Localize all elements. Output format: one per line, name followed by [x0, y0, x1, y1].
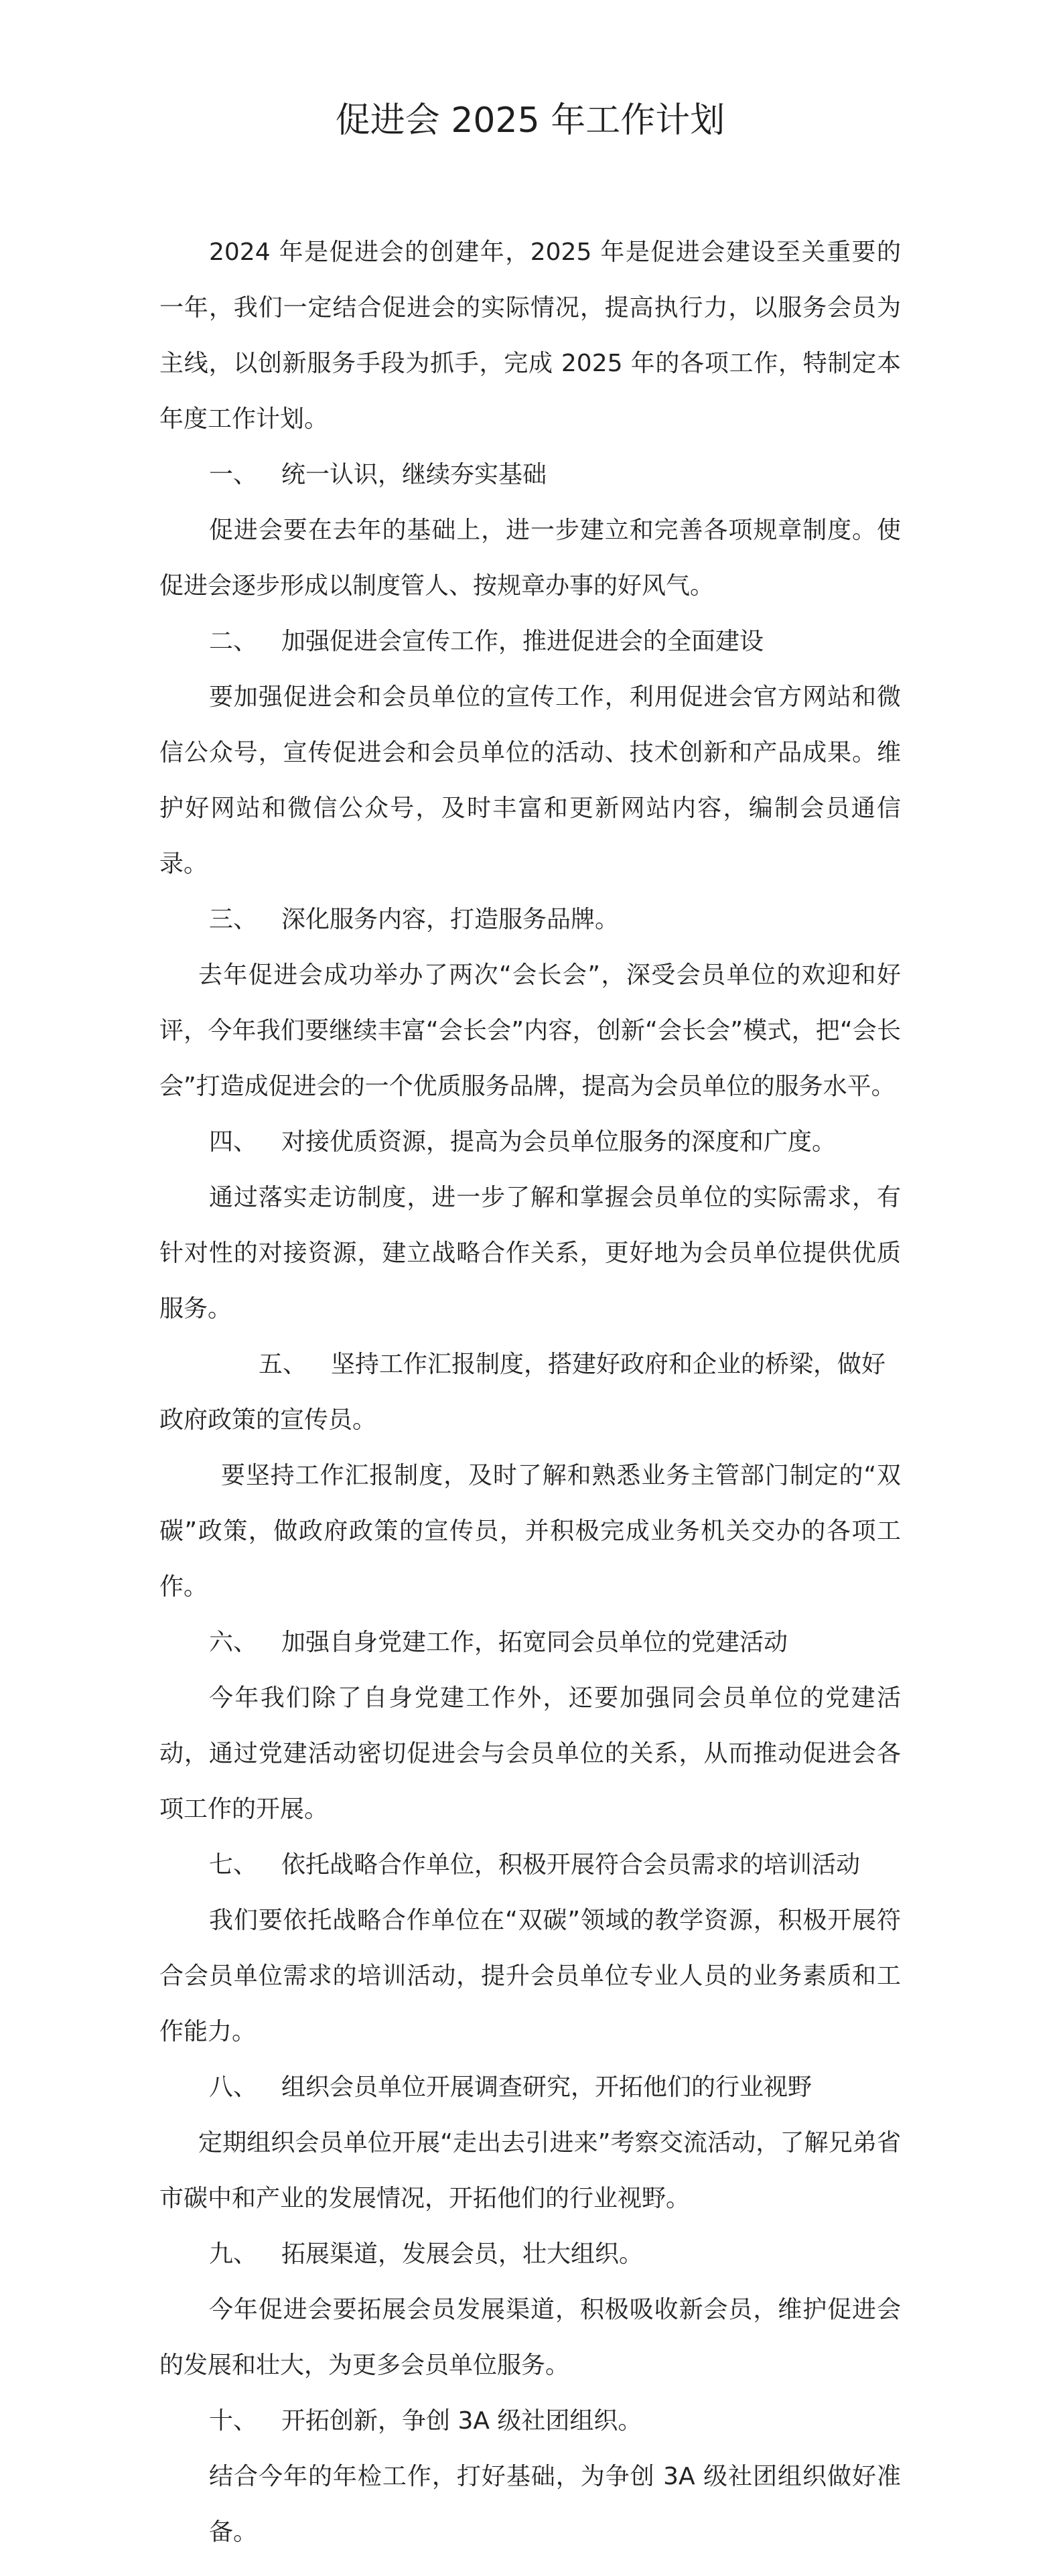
section-body: 通过落实走访制度，进一步了解和掌握会员单位的实际需求，有针对性的对接资源，建立战略合作关系，更好地为会员单位提供优质服务。: [159, 1184, 901, 1323]
section-7: [159, 1837, 901, 2059]
section-10: [159, 2393, 901, 2560]
intro-paragraph: 2024 年是促进会的创建年，2025 年是促进会建设至关重要的一年，我们一定结合促进会的实际情况，提高执行力，以服务会员为主线，以创新服务手段为抓手，完成 2025 年的各项工作，特制定本年度工作计划。: [159, 239, 901, 433]
section-body: 结合今年的年检工作，打好基础，为争创 3A 级社团组织做好准备。: [209, 2463, 901, 2546]
section-body: 要加强促进会和会员单位的宣传工作，利用促进会官方网站和微信公众号，宣传促进会和会员单位的活动、技术创新和产品成果。维护好网站和微信公众号，及时丰富和更新网站内容，编制会员通信录。: [159, 683, 901, 878]
section-title: 拓展渠道，发展会员，壮大组织。: [281, 2240, 644, 2268]
section-title: 加强促进会宣传工作，推进促进会的全面建设: [281, 628, 764, 655]
section-number: 六、: [209, 1629, 258, 1656]
section-8: [159, 2059, 901, 2226]
section-heading: [159, 614, 901, 669]
section-number: 二、: [209, 628, 258, 655]
section-body: 今年促进会要拓展会员发展渠道，积极吸收新会员，维护促进会的发展和壮大，为更多会员单位服务。: [159, 2296, 901, 2379]
section-body: 我们要依托战略合作单位在“双碳”领域的教学资源，积极开展符合会员单位需求的培训活动，提升会员单位专业人员的业务素质和工作能力。: [159, 1907, 901, 2045]
section-title: 组织会员单位开展调查研究，开拓他们的行业视野: [281, 2074, 812, 2101]
section-4: [159, 1114, 901, 1337]
section-9: [159, 2226, 901, 2393]
section-heading: [159, 1337, 901, 1448]
section-heading: [159, 1837, 901, 1893]
section-2: [159, 614, 901, 892]
section-body: 定期组织会员单位开展“走出去引进来”考察交流活动，了解兄弟省市碳中和产业的发展情况，开拓他们的行业视野。: [159, 2129, 901, 2212]
section-number: 七、: [209, 1851, 258, 1879]
section-number: 四、: [209, 1128, 258, 1156]
section-title: 开拓创新，争创 3A 级社团组织。: [281, 2407, 642, 2435]
section-body: 促进会要在去年的基础上，进一步建立和完善各项规章制度。使促进会逐步形成以制度管人、按规章办事的好风气。: [159, 517, 901, 600]
section-heading: [159, 1114, 901, 1170]
section-title: 依托战略合作单位，积极开展符合会员需求的培训活动: [281, 1851, 861, 1879]
page-title: 促进会 2025 年工作计划: [335, 100, 725, 141]
section-number: 五、: [259, 1351, 307, 1378]
section-title: 坚持工作汇报制度，搭建好政府和企业的桥梁，做好政府政策的宣传员。: [159, 1351, 886, 1434]
section-number: 三、: [209, 906, 258, 933]
section-3: [159, 892, 901, 1114]
section-number: 八、: [209, 2074, 258, 2101]
section-5: [159, 1337, 901, 1615]
section-heading: [159, 447, 901, 502]
section-number: 十、: [209, 2407, 258, 2435]
section-number: 九、: [209, 2240, 258, 2268]
section-heading: [159, 2059, 901, 2115]
section-body: 去年促进会成功举办了两次“会长会”，深受会员单位的欢迎和好评，今年我们要继续丰富“会长会”内容，创新“会长会”模式，把“会长会”打造成促进会的一个优质服务品牌，提高为会员单位的服务水平。: [159, 961, 901, 1100]
section-heading: [159, 1615, 901, 1670]
section-body: 要坚持工作汇报制度，及时了解和熟悉业务主管部门制定的“双碳”政策，做政府政策的宣传员，并积极完成业务机关交办的各项工作。: [159, 1462, 901, 1601]
section-heading: [159, 2226, 901, 2282]
section-number: 一、: [209, 461, 258, 488]
section-title: 对接优质资源，提高为会员单位服务的深度和广度。: [281, 1128, 837, 1156]
section-title: 深化服务内容，打造服务品牌。: [281, 906, 620, 933]
section-body: 今年我们除了自身党建工作外，还要加强同会员单位的党建活动，通过党建活动密切促进会与会员单位的关系，从而推动促进会各项工作的开展。: [159, 1684, 901, 1823]
section-6: [159, 1615, 901, 1837]
section-title: 加强自身党建工作，拓宽同会员单位的党建活动: [281, 1629, 788, 1656]
section-1: [159, 447, 901, 614]
section-heading: [159, 2393, 901, 2449]
section-heading: [159, 892, 901, 947]
section-title: 统一认识，继续夯实基础: [281, 461, 547, 488]
